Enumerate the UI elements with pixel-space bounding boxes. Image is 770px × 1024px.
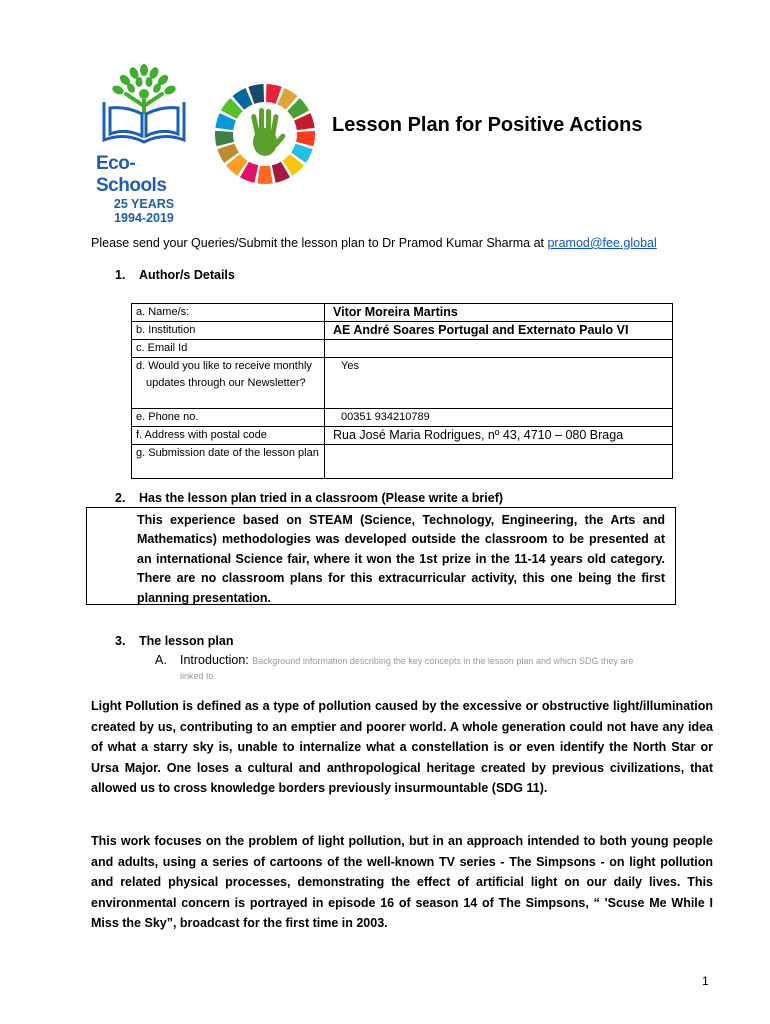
instructions-text: Please send your Queries/Submit the lesson plan to Dr Pramod Kumar Sharma at bbox=[91, 236, 548, 250]
field-label-text: g. Submission date of the lesson plan bbox=[136, 447, 319, 459]
field-label-text: b. Institution bbox=[136, 324, 196, 336]
field-label-text: f. Address with postal code bbox=[136, 429, 267, 441]
author-details-table bbox=[131, 303, 673, 479]
sdg-wheel-logo bbox=[213, 82, 317, 186]
item-title: Introduction: bbox=[180, 653, 249, 667]
author-field-label bbox=[132, 409, 325, 427]
author-row bbox=[132, 358, 673, 409]
author-row bbox=[132, 340, 673, 358]
sdg-wheel-segment bbox=[296, 131, 315, 146]
classroom-brief-text: This experience based on STEAM (Science, Technology, Engineering, the Arts and Mathematics) methodologies was developed outside the classroom to be presented at an international Science fair, where it won the 1st prize in the 11-14 years old category. There are no classroom plans for this extracurricular activity, this one being the first planning presentation. bbox=[137, 513, 665, 605]
page-title: Lesson Plan for Positive Actions bbox=[332, 114, 643, 136]
author-field-label bbox=[132, 445, 325, 479]
author-field-label bbox=[132, 322, 325, 340]
item-hint-continued: linked to. bbox=[180, 671, 217, 681]
author-field-label bbox=[132, 340, 325, 358]
eco-tree-icon bbox=[96, 62, 192, 148]
author-row bbox=[132, 322, 673, 340]
author-row bbox=[132, 304, 673, 322]
author-field-value: AE André Soares Portugal and Externato Paulo VI bbox=[325, 322, 673, 340]
email-link[interactable]: pramod@fee.global bbox=[547, 236, 657, 250]
section-3-heading bbox=[115, 634, 233, 648]
field-label-text: e. Phone no. bbox=[136, 411, 199, 423]
author-field-value: Rua José Maria Rodrigues, nº 43, 4710 – 080 Braga bbox=[325, 427, 673, 445]
author-field-label bbox=[132, 427, 325, 445]
introduction-item bbox=[155, 653, 634, 667]
section-title: Has the lesson plan tried in a classroom (Please write a brief) bbox=[139, 491, 504, 505]
author-field-label bbox=[132, 304, 325, 322]
section-number: 1. bbox=[115, 268, 126, 282]
section-2-heading bbox=[115, 491, 503, 505]
section-title: The lesson plan bbox=[139, 634, 234, 648]
body-paragraph: This work focuses on the problem of light pollution, but in an approach intended to both young people and adults, using a series of cartoons of the well-known TV series - The Simpsons - on light pollution and related physical processes, demonstrating the effect of artificial light on our daily lives. This environmental concern is portrayed in episode 16 of season 14 of The Simpsons, “ 'Scuse Me While I Miss the Sky”, broadcast for the first time in 2003. bbox=[91, 834, 713, 931]
section-1-heading bbox=[115, 268, 235, 282]
author-row bbox=[132, 409, 673, 427]
hand-icon bbox=[251, 108, 287, 156]
author-field-value: 00351 934210789 bbox=[325, 409, 673, 427]
author-row bbox=[132, 445, 673, 479]
field-label-text: a. Name/s: bbox=[136, 306, 190, 318]
submission-instructions bbox=[91, 236, 657, 250]
author-field-value bbox=[325, 445, 673, 479]
classroom-brief-box bbox=[86, 507, 676, 605]
eco-schools-logo bbox=[96, 62, 192, 225]
sdg-wheel-segment bbox=[257, 166, 272, 184]
eco-schools-years: 25 YEARS bbox=[113, 197, 175, 211]
author-row bbox=[132, 427, 673, 445]
author-field-label bbox=[132, 358, 325, 409]
eco-schools-name: Eco-Schools bbox=[96, 153, 167, 196]
author-field-value: Vitor Moreira Martins bbox=[325, 304, 673, 322]
author-field-value: Yes bbox=[325, 358, 673, 409]
page-number: 1 bbox=[702, 974, 709, 988]
item-letter: A. bbox=[155, 653, 167, 667]
author-field-value bbox=[325, 340, 673, 358]
item-hint: Background information describing the key concepts in the lesson plan and which SDG they are bbox=[252, 656, 634, 666]
field-label-text: c. Email Id bbox=[136, 342, 188, 354]
section-number: 3. bbox=[115, 634, 126, 648]
section-title: Author/s Details bbox=[139, 268, 235, 282]
eco-schools-range: 1994-2019 bbox=[114, 211, 174, 225]
section-number: 2. bbox=[115, 491, 126, 505]
body-paragraph: Light Pollution is defined as a type of pollution caused by the excessive or obstructive light/illumination created by us, contributing to an emptier and poorer world. A whole generation could not have any idea of what a starry sky is, unable to internalize what a constellation is or even identify the North Star or Ursa Major. One loses a cultural and anthropological heritage created by previous civilizations, that allowed us to cross knowledge borders previously insurmountable (SDG 11). bbox=[91, 699, 713, 796]
field-label-text: d. Would you like to receive monthly updates through our Newsletter? bbox=[136, 360, 312, 389]
sdg-wheel-segment bbox=[215, 131, 234, 146]
